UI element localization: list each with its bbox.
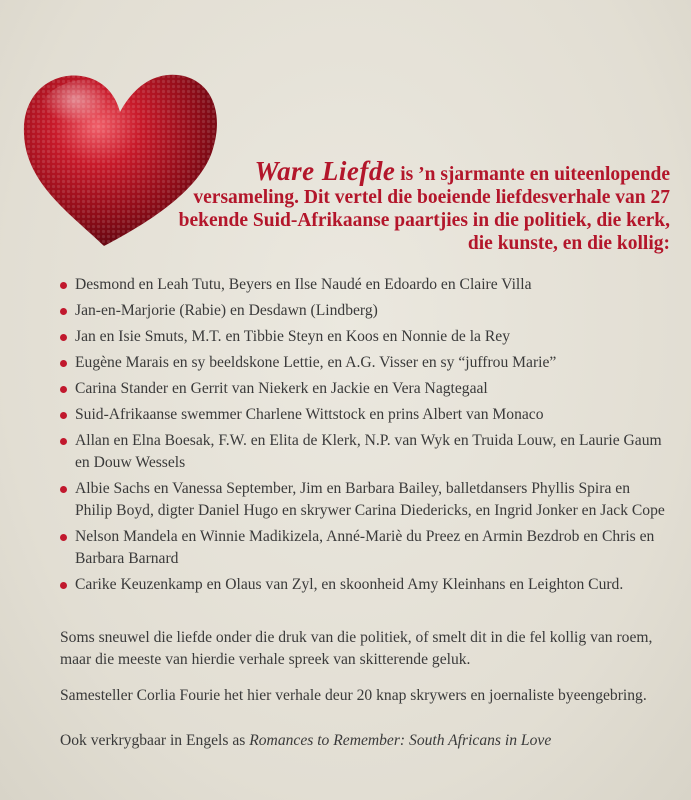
list-item: Jan en Isie Smuts, M.T. en Tibbie Steyn en Koos en Nonnie de la Rey: [60, 326, 670, 348]
list-item: Eugène Marais en sy beeldskone Lettie, en A.G. Visser en sy “juffrou Marie”: [60, 352, 670, 374]
book-title: Ware Liefde: [254, 156, 396, 186]
list-item: Carike Keuzenkamp en Olaus van Zyl, en skoonheid Amy Kleinhans en Leighton Curd.: [60, 574, 670, 596]
list-item: Nelson Mandela en Winnie Madikizela, Anné-Mariè du Preez en Armin Bezdrob en Chris en Barbara Barnard: [60, 526, 670, 570]
summary-paragraph: Soms sneuwel die liefde onder die druk van die politiek, of smelt dit in die fel kollig van roem, maar die meeste van hierdie verhale spreek van skitterende geluk.: [60, 629, 653, 668]
list-item: Carina Stander en Gerrit van Niekerk en Jackie en Vera Nagtegaal: [60, 378, 670, 400]
list-item: Allan en Elna Boesak, F.W. en Elita de Klerk, N.P. van Wyk en Truida Louw, en Laurie Gaum en Douw Wessels: [60, 430, 670, 474]
couples-list: [60, 274, 670, 600]
list-item: Desmond en Leah Tutu, Beyers en Ilse Naudé en Edoardo en Claire Villa: [60, 274, 670, 296]
english-edition-prefix: Ook verkrygbaar in Engels as: [60, 732, 250, 749]
list-item: Albie Sachs en Vanessa September, Jim en Barbara Bailey, balletdansers Phyllis Spira en Philip Boyd, digter Daniel Hugo en skrywer Carina Diedericks, en Ingrid Jonker en Jack Cope: [60, 478, 670, 522]
list-item: Suid-Afrikaanse swemmer Charlene Wittstock en prins Albert van Monaco: [60, 404, 670, 426]
list-item: Jan-en-Marjorie (Rabie) en Desdawn (Lindberg): [60, 300, 670, 322]
english-edition-title: Romances to Remember: South Africans in Love: [249, 732, 552, 749]
intro-text: is ’n sjarmante en uiteenlopende versameling. Dit vertel die boeiende liefdesverhale van 27 bekende Suid-Afrikaanse paartjies in die politiek, die kerk, die kunste, en die kollig:: [178, 164, 670, 254]
intro-paragraph: [150, 156, 670, 255]
english-edition-paragraph: [60, 730, 680, 752]
compiler-paragraph: Samesteller Corlia Fourie het hier verhale deur 20 knap skrywers en joernaliste byeengebring.: [60, 687, 647, 704]
